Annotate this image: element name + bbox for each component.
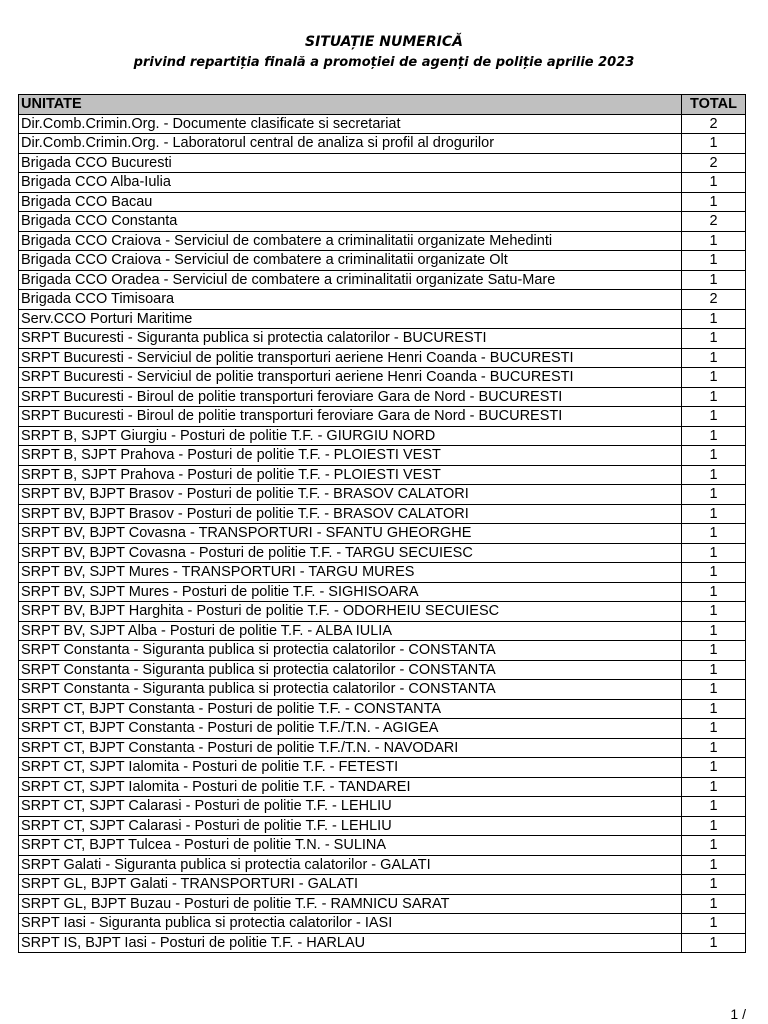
- cell-unitate: SRPT Galati - Siguranta publica si protectia calatorilor - GALATI: [19, 855, 682, 875]
- cell-unitate: Brigada CCO Bacau: [19, 192, 682, 212]
- table-row: [19, 680, 746, 700]
- cell-unitate: SRPT CT, BJPT Constanta - Posturi de politie T.F./T.N. - NAVODARI: [19, 738, 682, 758]
- cell-unitate: SRPT Constanta - Siguranta publica si protectia calatorilor - CONSTANTA: [19, 660, 682, 680]
- cell-unitate: SRPT IS, BJPT Iasi - Posturi de politie T.F. - HARLAU: [19, 933, 682, 953]
- cell-unitate: SRPT CT, SJPT Calarasi - Posturi de politie T.F. - LEHLIU: [19, 816, 682, 836]
- cell-total: 1: [682, 446, 746, 466]
- cell-total: 1: [682, 329, 746, 349]
- cell-unitate: Brigada CCO Craiova - Serviciul de combatere a criminalitatii organizate Olt: [19, 251, 682, 271]
- table-row: [19, 153, 746, 173]
- cell-unitate: SRPT BV, SJPT Mures - TRANSPORTURI - TARGU MURES: [19, 563, 682, 583]
- table-row: [19, 816, 746, 836]
- cell-unitate: SRPT CT, SJPT Calarasi - Posturi de politie T.F. - LEHLIU: [19, 797, 682, 817]
- table-row: [19, 602, 746, 622]
- table-row: [19, 660, 746, 680]
- table-row: [19, 446, 746, 466]
- cell-unitate: SRPT BV, BJPT Covasna - TRANSPORTURI - SFANTU GHEORGHE: [19, 524, 682, 544]
- document-title: SITUAȚIE NUMERICĂ: [305, 34, 463, 50]
- cell-unitate: SRPT GL, BJPT Buzau - Posturi de politie T.F. - RAMNICU SARAT: [19, 894, 682, 914]
- cell-total: 1: [682, 855, 746, 875]
- cell-unitate: SRPT CT, BJPT Constanta - Posturi de politie T.F. - CONSTANTA: [19, 699, 682, 719]
- cell-total: 1: [682, 660, 746, 680]
- cell-total: 1: [682, 407, 746, 427]
- cell-unitate: SRPT GL, BJPT Galati - TRANSPORTURI - GALATI: [19, 875, 682, 895]
- cell-total: 1: [682, 836, 746, 856]
- cell-unitate: SRPT CT, SJPT Ialomita - Posturi de politie T.F. - FETESTI: [19, 758, 682, 778]
- table-row: [19, 582, 746, 602]
- cell-total: 1: [682, 192, 746, 212]
- table-row: [19, 348, 746, 368]
- allocation-table: [18, 94, 746, 953]
- cell-unitate: SRPT B, SJPT Prahova - Posturi de politie T.F. - PLOIESTI VEST: [19, 446, 682, 466]
- cell-unitate: SRPT Iasi - Siguranta publica si protectia calatorilor - IASI: [19, 914, 682, 934]
- cell-total: 2: [682, 114, 746, 134]
- cell-unitate: Brigada CCO Craiova - Serviciul de combatere a criminalitatii organizate Mehedinti: [19, 231, 682, 251]
- cell-unitate: Brigada CCO Bucuresti: [19, 153, 682, 173]
- cell-total: 1: [682, 738, 746, 758]
- table-row: [19, 114, 746, 134]
- table-row: [19, 777, 746, 797]
- cell-unitate: SRPT BV, BJPT Brasov - Posturi de politie T.F. - BRASOV CALATORI: [19, 485, 682, 505]
- cell-unitate: SRPT BV, BJPT Brasov - Posturi de politie T.F. - BRASOV CALATORI: [19, 504, 682, 524]
- cell-total: 1: [682, 816, 746, 836]
- cell-total: 1: [682, 524, 746, 544]
- table-row: [19, 894, 746, 914]
- table-row: [19, 368, 746, 388]
- table-row: [19, 933, 746, 953]
- cell-unitate: Dir.Comb.Crimin.Org. - Laboratorul central de analiza si profil al drogurilor: [19, 134, 682, 154]
- table-row: [19, 719, 746, 739]
- table-row: [19, 855, 746, 875]
- cell-unitate: Brigada CCO Oradea - Serviciul de combatere a criminalitatii organizate Satu-Mare: [19, 270, 682, 290]
- table-row: [19, 426, 746, 446]
- cell-total: 1: [682, 270, 746, 290]
- page-number: 1 /: [730, 1006, 746, 1022]
- table-row: [19, 485, 746, 505]
- cell-total: 1: [682, 387, 746, 407]
- document-subtitle: privind repartiția finală a promoției de agenți de poliție aprilie 2023: [133, 55, 635, 70]
- cell-total: 1: [682, 680, 746, 700]
- cell-unitate: Brigada CCO Alba-Iulia: [19, 173, 682, 193]
- cell-total: 1: [682, 134, 746, 154]
- cell-total: 1: [682, 777, 746, 797]
- table-row: [19, 173, 746, 193]
- cell-total: 1: [682, 251, 746, 271]
- header-row: [19, 95, 746, 115]
- table-row: [19, 290, 746, 310]
- cell-unitate: SRPT CT, SJPT Ialomita - Posturi de politie T.F. - TANDAREI: [19, 777, 682, 797]
- cell-total: 1: [682, 348, 746, 368]
- cell-total: 1: [682, 621, 746, 641]
- table-row: [19, 836, 746, 856]
- table-row: [19, 758, 746, 778]
- table-row: [19, 797, 746, 817]
- cell-unitate: SRPT Bucuresti - Biroul de politie transporturi feroviare Gara de Nord - BUCURESTI: [19, 407, 682, 427]
- header-unitate: UNITATE: [19, 95, 682, 115]
- cell-total: 2: [682, 290, 746, 310]
- table-row: [19, 875, 746, 895]
- cell-unitate: SRPT Constanta - Siguranta publica si protectia calatorilor - CONSTANTA: [19, 680, 682, 700]
- cell-total: 1: [682, 758, 746, 778]
- cell-unitate: Brigada CCO Constanta: [19, 212, 682, 232]
- table-row: [19, 329, 746, 349]
- cell-total: 2: [682, 153, 746, 173]
- table-row: [19, 407, 746, 427]
- cell-total: 1: [682, 309, 746, 329]
- table-header: [19, 95, 746, 115]
- table-row: [19, 231, 746, 251]
- cell-total: 1: [682, 368, 746, 388]
- cell-unitate: SRPT B, SJPT Prahova - Posturi de politie T.F. - PLOIESTI VEST: [19, 465, 682, 485]
- table-row: [19, 504, 746, 524]
- cell-total: 1: [682, 543, 746, 563]
- cell-total: 1: [682, 602, 746, 622]
- cell-total: 1: [682, 641, 746, 661]
- table-row: [19, 251, 746, 271]
- table-row: [19, 212, 746, 232]
- cell-unitate: SRPT BV, BJPT Covasna - Posturi de politie T.F. - TARGU SECUIESC: [19, 543, 682, 563]
- cell-total: 1: [682, 933, 746, 953]
- cell-total: 2: [682, 212, 746, 232]
- table-row: [19, 641, 746, 661]
- cell-unitate: SRPT CT, BJPT Constanta - Posturi de politie T.F./T.N. - AGIGEA: [19, 719, 682, 739]
- cell-total: 1: [682, 465, 746, 485]
- header-total: TOTAL: [682, 95, 746, 115]
- cell-total: 1: [682, 894, 746, 914]
- cell-unitate: SRPT Bucuresti - Serviciul de politie transporturi aeriene Henri Coanda - BUCURESTI: [19, 368, 682, 388]
- cell-total: 1: [682, 426, 746, 446]
- cell-total: 1: [682, 699, 746, 719]
- cell-unitate: SRPT Bucuresti - Siguranta publica si protectia calatorilor - BUCURESTI: [19, 329, 682, 349]
- table-row: [19, 465, 746, 485]
- table-body: [19, 114, 746, 953]
- table-row: [19, 914, 746, 934]
- table-row: [19, 134, 746, 154]
- cell-total: 1: [682, 231, 746, 251]
- cell-total: 1: [682, 719, 746, 739]
- cell-total: 1: [682, 173, 746, 193]
- cell-unitate: Dir.Comb.Crimin.Org. - Documente clasificate si secretariat: [19, 114, 682, 134]
- cell-total: 1: [682, 563, 746, 583]
- cell-total: 1: [682, 485, 746, 505]
- table-row: [19, 543, 746, 563]
- cell-total: 1: [682, 582, 746, 602]
- cell-unitate: SRPT BV, SJPT Alba - Posturi de politie T.F. - ALBA IULIA: [19, 621, 682, 641]
- cell-unitate: SRPT Constanta - Siguranta publica si protectia calatorilor - CONSTANTA: [19, 641, 682, 661]
- cell-unitate: SRPT CT, BJPT Tulcea - Posturi de politie T.N. - SULINA: [19, 836, 682, 856]
- table-row: [19, 192, 746, 212]
- table-row: [19, 270, 746, 290]
- table-row: [19, 309, 746, 329]
- cell-unitate: Brigada CCO Timisoara: [19, 290, 682, 310]
- cell-unitate: SRPT BV, BJPT Harghita - Posturi de politie T.F. - ODORHEIU SECUIESC: [19, 602, 682, 622]
- table-row: [19, 563, 746, 583]
- cell-unitate: Serv.CCO Porturi Maritime: [19, 309, 682, 329]
- cell-total: 1: [682, 797, 746, 817]
- cell-unitate: SRPT Bucuresti - Serviciul de politie transporturi aeriene Henri Coanda - BUCURESTI: [19, 348, 682, 368]
- table-row: [19, 524, 746, 544]
- cell-total: 1: [682, 875, 746, 895]
- cell-unitate: SRPT BV, SJPT Mures - Posturi de politie T.F. - SIGHISOARA: [19, 582, 682, 602]
- cell-total: 1: [682, 504, 746, 524]
- table-row: [19, 699, 746, 719]
- table-row: [19, 387, 746, 407]
- table-row: [19, 621, 746, 641]
- table-row: [19, 738, 746, 758]
- cell-unitate: SRPT Bucuresti - Biroul de politie transporturi feroviare Gara de Nord - BUCURESTI: [19, 387, 682, 407]
- cell-unitate: SRPT B, SJPT Giurgiu - Posturi de politie T.F. - GIURGIU NORD: [19, 426, 682, 446]
- cell-total: 1: [682, 914, 746, 934]
